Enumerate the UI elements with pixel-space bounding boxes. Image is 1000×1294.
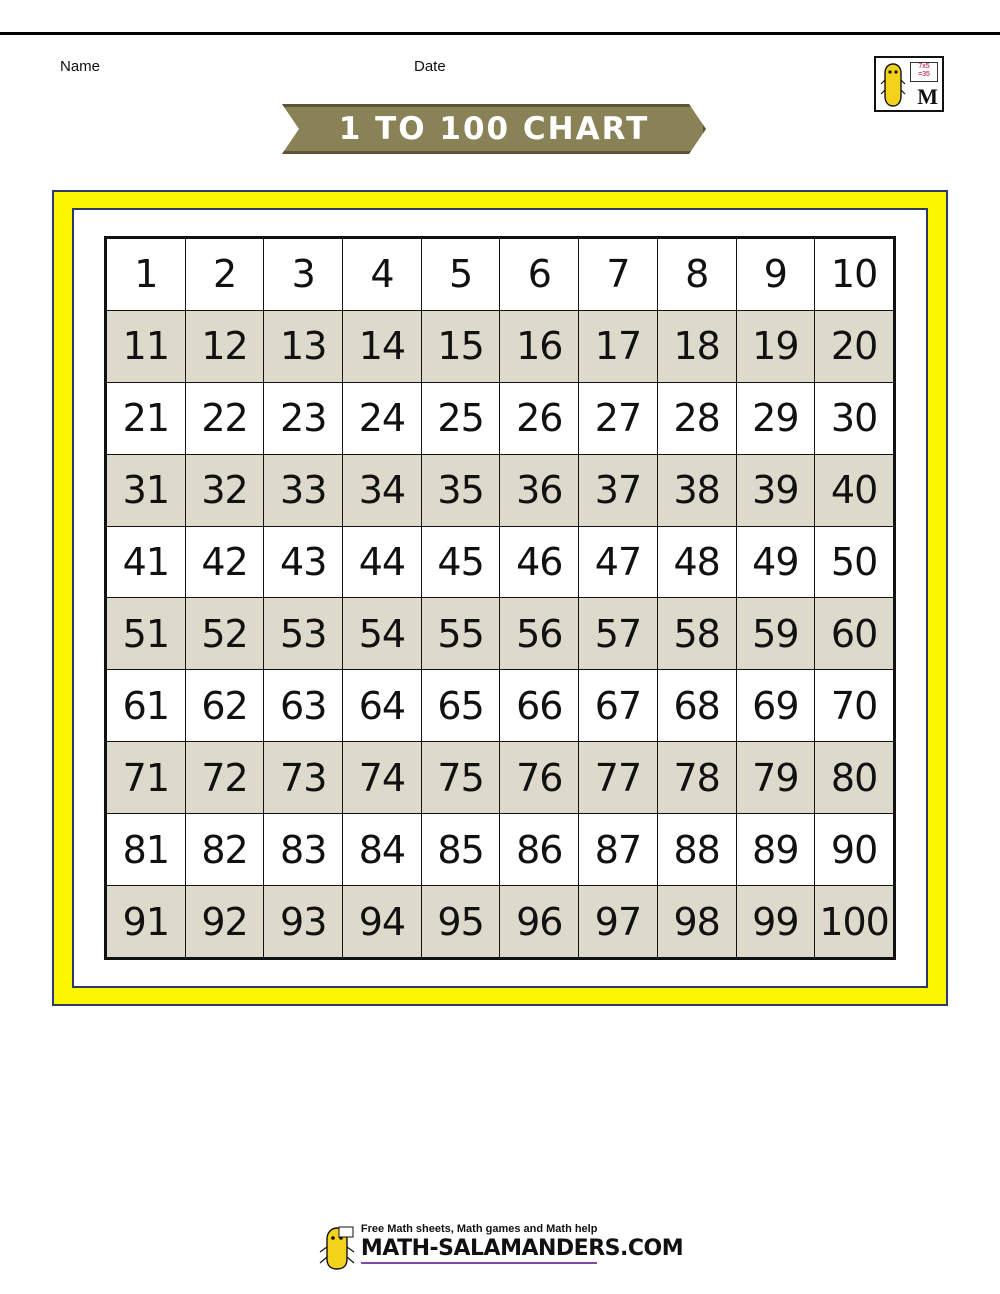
chart-cell: 9 — [736, 239, 815, 311]
chart-cell: 98 — [657, 886, 736, 958]
chart-cell: 5 — [421, 239, 500, 311]
top-divider — [0, 32, 1000, 35]
chart-cell: 84 — [343, 814, 422, 886]
chart-cell: 31 — [107, 454, 186, 526]
chart-cell: 32 — [185, 454, 264, 526]
chart-cell: 91 — [107, 886, 186, 958]
chart-cell: 34 — [343, 454, 422, 526]
chart-cell: 66 — [500, 670, 579, 742]
chart-cell: 48 — [657, 526, 736, 598]
page-title: 1 TO 100 CHART — [338, 111, 650, 147]
chart-cell: 36 — [500, 454, 579, 526]
chart-cell: 94 — [343, 886, 422, 958]
salamander-icon — [317, 1225, 357, 1271]
chart-cell: 12 — [185, 310, 264, 382]
chart-cell: 23 — [264, 382, 343, 454]
chart-cell: 97 — [579, 886, 658, 958]
chart-cell: 73 — [264, 742, 343, 814]
chart-cell: 14 — [343, 310, 422, 382]
chart-cell: 69 — [736, 670, 815, 742]
chart-inner-frame — [104, 236, 896, 960]
chart-cell: 93 — [264, 886, 343, 958]
chart-cell: 19 — [736, 310, 815, 382]
chart-cell: 96 — [500, 886, 579, 958]
chart-cell: 68 — [657, 670, 736, 742]
chart-cell: 90 — [815, 814, 894, 886]
chart-cell: 38 — [657, 454, 736, 526]
chart-cell: 33 — [264, 454, 343, 526]
chart-cell: 50 — [815, 526, 894, 598]
chart-cell: 79 — [736, 742, 815, 814]
chart-cell: 64 — [343, 670, 422, 742]
flashcard-icon: 7x5 =35 — [910, 62, 938, 82]
chart-cell: 63 — [264, 670, 343, 742]
footer — [0, 1223, 1000, 1264]
chart-cell: 26 — [500, 382, 579, 454]
chart-cell: 16 — [500, 310, 579, 382]
worksheet-header — [0, 58, 1000, 82]
chart-cell: 18 — [657, 310, 736, 382]
title-banner — [282, 104, 706, 154]
chart-cell: 39 — [736, 454, 815, 526]
math-salamanders-logo — [874, 56, 944, 112]
chart-cell: 55 — [421, 598, 500, 670]
chart-cell: 17 — [579, 310, 658, 382]
footer-underline — [361, 1262, 597, 1264]
chart-cell: 70 — [815, 670, 894, 742]
chart-cell: 43 — [264, 526, 343, 598]
chart-cell: 27 — [579, 382, 658, 454]
chart-cell: 24 — [343, 382, 422, 454]
chart-cell: 77 — [579, 742, 658, 814]
chart-middle-frame — [72, 208, 928, 988]
chart-cell: 37 — [579, 454, 658, 526]
chart-cell: 1 — [107, 239, 186, 311]
chart-cell: 57 — [579, 598, 658, 670]
chart-cell: 11 — [107, 310, 186, 382]
chart-cell: 2 — [185, 239, 264, 311]
chart-cell: 3 — [264, 239, 343, 311]
chart-row — [107, 598, 894, 670]
chart-row — [107, 454, 894, 526]
chart-cell: 42 — [185, 526, 264, 598]
chart-cell: 99 — [736, 886, 815, 958]
chart-row — [107, 382, 894, 454]
chart-cell: 61 — [107, 670, 186, 742]
date-label: Date — [414, 58, 446, 75]
chart-cell: 10 — [815, 239, 894, 311]
chart-cell: 29 — [736, 382, 815, 454]
chart-row — [107, 886, 894, 958]
chart-cell: 30 — [815, 382, 894, 454]
chart-cell: 89 — [736, 814, 815, 886]
chart-cell: 54 — [343, 598, 422, 670]
chart-cell: 65 — [421, 670, 500, 742]
chart-cell: 22 — [185, 382, 264, 454]
chart-cell: 52 — [185, 598, 264, 670]
hundred-chart-table — [106, 238, 894, 958]
chart-cell: 74 — [343, 742, 422, 814]
chart-cell: 56 — [500, 598, 579, 670]
chart-cell: 76 — [500, 742, 579, 814]
chart-row — [107, 814, 894, 886]
chart-cell: 8 — [657, 239, 736, 311]
chart-cell: 51 — [107, 598, 186, 670]
chart-cell: 35 — [421, 454, 500, 526]
chart-cell: 67 — [579, 670, 658, 742]
chart-cell: 6 — [500, 239, 579, 311]
chart-row — [107, 310, 894, 382]
chart-cell: 47 — [579, 526, 658, 598]
chart-outer-frame — [52, 190, 948, 1006]
logo-monogram: M — [917, 84, 938, 109]
chart-row — [107, 742, 894, 814]
chart-cell: 87 — [579, 814, 658, 886]
chart-cell: 45 — [421, 526, 500, 598]
chart-cell: 15 — [421, 310, 500, 382]
chart-cell: 85 — [421, 814, 500, 886]
chart-cell: 82 — [185, 814, 264, 886]
chart-cell: 49 — [736, 526, 815, 598]
salamander-icon — [880, 62, 906, 108]
chart-cell: 40 — [815, 454, 894, 526]
chart-cell: 86 — [500, 814, 579, 886]
chart-row — [107, 239, 894, 311]
chart-row — [107, 670, 894, 742]
chart-cell: 53 — [264, 598, 343, 670]
chart-row — [107, 526, 894, 598]
chart-cell: 95 — [421, 886, 500, 958]
footer-site: MATH-SALAMANDERS.COM — [360, 1236, 684, 1261]
chart-cell: 88 — [657, 814, 736, 886]
name-label: Name — [60, 58, 101, 75]
chart-cell: 83 — [264, 814, 343, 886]
chart-cell: 7 — [579, 239, 658, 311]
chart-cell: 44 — [343, 526, 422, 598]
chart-cell: 81 — [107, 814, 186, 886]
chart-cell: 46 — [500, 526, 579, 598]
chart-cell: 13 — [264, 310, 343, 382]
footer-tagline: Free Math sheets, Math games and Math help — [360, 1223, 598, 1235]
chart-cell: 100 — [815, 886, 894, 958]
chart-cell: 41 — [107, 526, 186, 598]
chart-cell: 71 — [107, 742, 186, 814]
chart-cell: 92 — [185, 886, 264, 958]
chart-cell: 75 — [421, 742, 500, 814]
chart-cell: 72 — [185, 742, 264, 814]
chart-cell: 21 — [107, 382, 186, 454]
chart-cell: 60 — [815, 598, 894, 670]
chart-cell: 28 — [657, 382, 736, 454]
chart-cell: 4 — [343, 239, 422, 311]
chart-cell: 59 — [736, 598, 815, 670]
chart-cell: 58 — [657, 598, 736, 670]
chart-cell: 20 — [815, 310, 894, 382]
chart-cell: 78 — [657, 742, 736, 814]
chart-cell: 62 — [185, 670, 264, 742]
chart-cell: 80 — [815, 742, 894, 814]
chart-cell: 25 — [421, 382, 500, 454]
